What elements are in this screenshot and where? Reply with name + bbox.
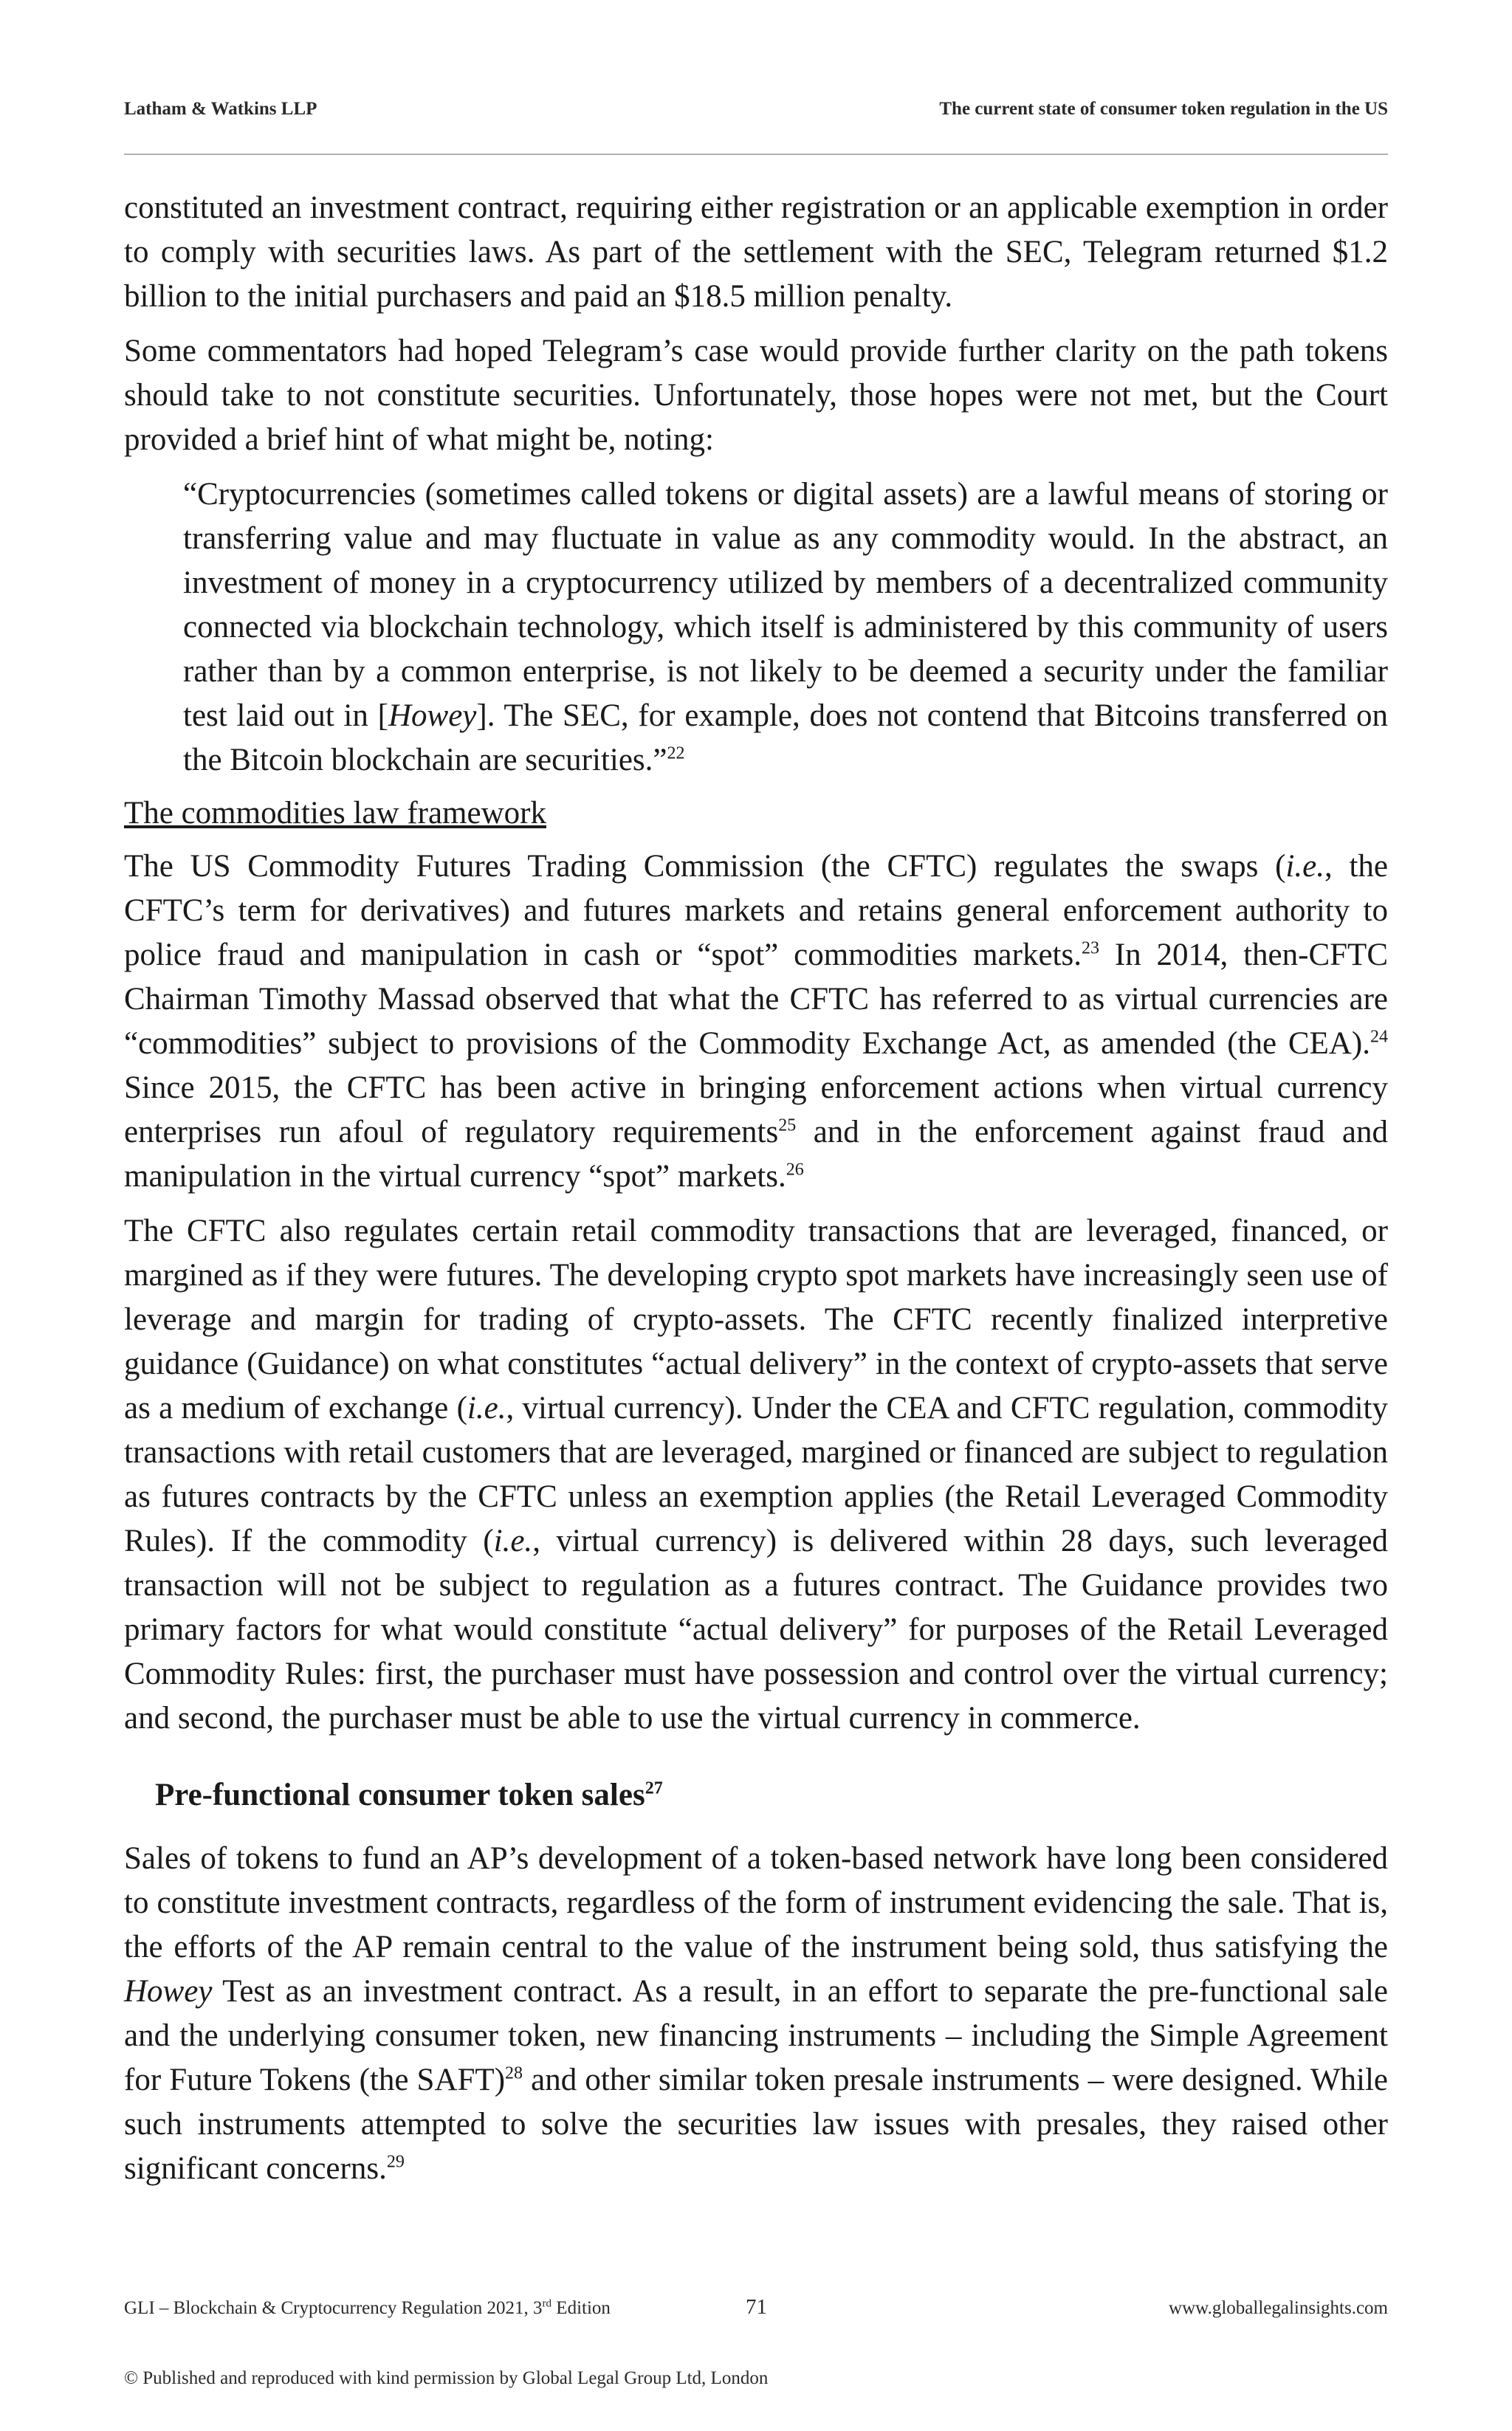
header-firm-name: Latham & Watkins LLP [124,99,317,119]
footnote-ref-23: 23 [1081,938,1099,958]
footnote-ref-24: 24 [1370,1027,1388,1047]
quote-text-a: “Cryptocurrencies (sometimes called tokens or digital assets) are a lawful means of storing or transferring value and may fluctuate in value as any commodity would. In the abstract, an investment of money in a cryptocurrency utilized by members of a decentralized community connected via blockchain technology, which itself is administered by this community of users rather than by a common enterprise, is not likely to be deemed a security under the familiar test laid out in [ [183,477,1388,733]
p3-text-b: , the CFTC’s term for derivatives) and futures markets and retains general enforcement authority to police fraud and manipulation in cash or “spot” commodities markets. [124,849,1388,972]
quote-howey: Howey [388,698,477,733]
footer-edition-sup: rd [542,2297,552,2310]
p5-howey: Howey [124,1974,213,2009]
page-number: 71 [746,2295,767,2319]
p4-text-b: , virtual currency). Under the CEA and CFTC regulation, commodity transactions with retail customers that are leveraged, margined or financed are subject to regulation as futures contracts by the CFTC unless an exemption applies (the Retail Leveraged Commodity Rules). If the commodity ( [124,1391,1388,1558]
paragraph-commentators: Some commentators had hoped Telegram’s case would provide further clarity on the path tokens should take to not constitute securities. Unfortunately, those hopes were not met, but the Court provided a brief hint of what might be, noting: [124,334,1388,457]
p4-text-c: , virtual currency) is delivered within 28 days, such leveraged transaction will not be subject to regulation as a futures contract. The Guidance provides two primary factors for what would constitute “actual delivery” for purposes of the Retail Leveraged Commodity Rules: first, the purchaser must have possession and control over the virtual currency; and second, the purchaser must be able to use the virtual currency in commerce. [124,1524,1388,1736]
page-footer [124,2295,1388,2328]
copyright-notice: © Published and reproduced with kind permission by Global Legal Group Ltd, London [124,2368,769,2388]
footnote-ref-27: 27 [645,1778,663,1798]
footer-website: www.globallegalinsights.com [1169,2298,1388,2318]
p4-ie-1: i.e. [467,1391,506,1426]
p3-text-d: Since 2015, the CFTC has been active in bringing enforcement actions when virtual currency enterprises run afoul of regulatory requirements [124,1070,1388,1149]
p3-text-e: and in the enforcement against fraud and manipulation in the virtual currency “spot” markets. [124,1115,1389,1194]
court-quote [183,472,1388,783]
p5-text-b: Test as an investment contract. As a result, in an effort to separate the pre-functional sale and the underlying consumer token, new financing instruments – including the Simple Agreement for Future Tokens (the SAFT) [124,1974,1388,2097]
paragraph-token-sales [124,1837,1388,2191]
p3-ie: i.e. [1285,849,1324,884]
footer-edition-text: Edition [551,2298,611,2318]
section-heading-prefunctional [155,1773,1388,1818]
paragraph-cftc-framework [124,845,1388,1199]
paragraph-retail-commodity [124,1209,1388,1741]
quote-text-b: ]. The SEC, for example, does not contend that Bitcoins transferred on the Bitcoin blockchain are securities.” [183,698,1388,777]
footer-publication [124,2298,611,2319]
p3-text-a: The US Commodity Futures Trading Commission (the CFTC) regulates the swaps ( [124,849,1286,884]
subheading-commodities: The commodities law framework [124,796,546,831]
p4-ie-2: i.e. [493,1524,533,1558]
page-body [124,186,1388,2201]
footnote-ref-26: 26 [786,1160,804,1180]
paragraph-telegram-settlement: constituted an investment contract, requiring either registration or an applicable exemption in order to comply with securities laws. As part of the settlement with the SEC, Telegram returned $1.2 billion to the initial purchasers and paid an $18.5 million penalty. [124,190,1388,314]
footnote-ref-25: 25 [778,1115,797,1135]
footnote-ref-29: 29 [386,2152,405,2172]
p5-text-c: and other similar token presale instruments – were designed. While such instruments attempted to solve the securities law issues with presales, they raised other significant concerns. [124,2063,1389,2186]
p3-text-c: In 2014, then-CFTC Chairman Timothy Massad observed that what the CFTC has referred to as virtual currencies are “commodities” subject to provisions of the Commodity Exchange Act, as amended (the CEA). [124,938,1389,1061]
running-header [124,87,1388,155]
footnote-ref-28: 28 [505,2063,523,2083]
p5-text-a: Sales of tokens to fund an AP’s development of a token-based network have long been considered to constitute investment contracts, regardless of the form of instrument evidencing the sale. That is, the efforts of the AP remain central to the value of the instrument being sold, thus satisfying the [124,1841,1388,1964]
footnote-ref-22: 22 [667,743,685,763]
p4-text-a: The CFTC also regulates certain retail commodity transactions that are leveraged, financed, or margined as if they were futures. The developing crypto spot markets have increasingly seen use of leverage and margin for trading of crypto-assets. The CFTC recently finalized interpretive guidance (Guidance) on what constitutes “actual delivery” in the context of crypto-assets that serve as a medium of exchange ( [124,1214,1388,1426]
header-chapter-title: The current state of consumer token regulation in the US [939,99,1388,119]
footer-publication-text: GLI – Blockchain & Cryptocurrency Regulation 2021, 3 [124,2298,543,2318]
section-heading-text: Pre-functional consumer token sales [155,1778,645,1812]
